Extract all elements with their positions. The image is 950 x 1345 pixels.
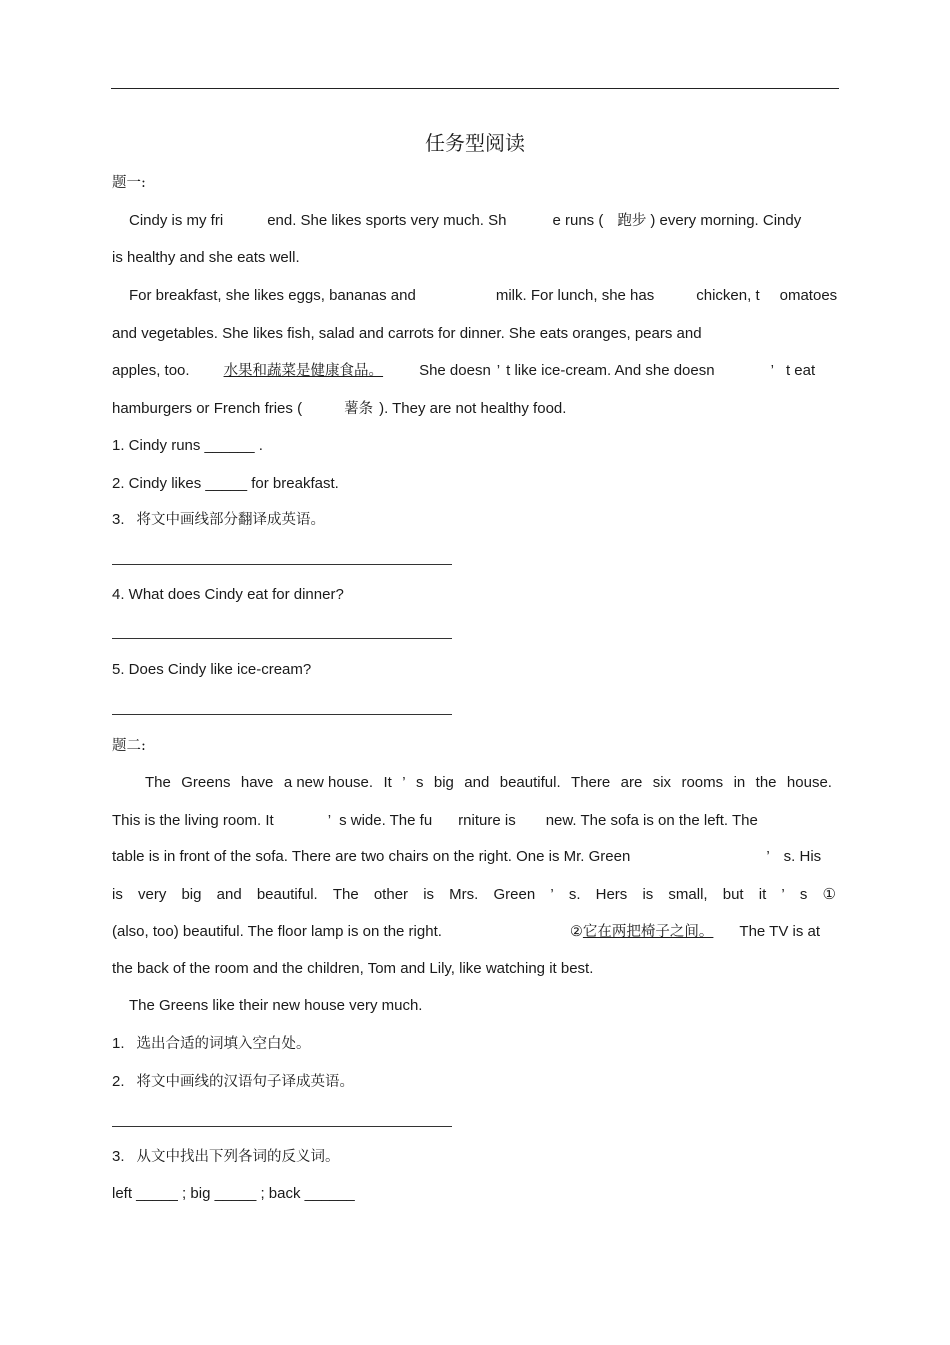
underlined-sentence-2: 它在两把椅子之间。: [582, 924, 714, 940]
header-rule: [111, 88, 839, 89]
s2-question-2: 2. 将文中画线的汉语句子译成英语。: [112, 1073, 355, 1090]
s2-paragraph-line-3: table is in front of the sofa. There are two chairs on the right. One is Mr. Green ’ s. His: [112, 848, 822, 865]
s1-question-5: 5. Does Cindy like ice-cream?: [112, 661, 312, 678]
s2-antonym-blanks: left _____ ; big _____ ; back ______: [112, 1185, 355, 1202]
s1-question-2: 2. Cindy likes _____ for breakfast.: [112, 475, 339, 492]
underlined-sentence-1: 水果和蔬菜是健康食品。: [223, 363, 384, 379]
s1-paragraph-line-1: Cindy is my fri end. She likes sports very much. Sh e runs ( 跑步 ) every morning. Cindy: [129, 212, 802, 229]
s1-paragraph-line-3: For breakfast, she likes eggs, bananas and milk. For lunch, she has chicken, t omatoes: [129, 287, 838, 304]
s1-paragraph-line-2: is healthy and she eats well.: [112, 249, 300, 266]
s2-question-3: 3. 从文中找出下列各词的反义词。: [112, 1148, 340, 1165]
s2-paragraph-line-4: is very big and beautiful. The other is Mrs. Green ’ s. Hers is small, but it ’ s ①: [112, 886, 836, 903]
s2-paragraph-line-5: (also, too) beautiful. The floor lamp is on the right. ②它在两把椅子之间。 The TV is at: [112, 923, 820, 940]
s2-question-1: 1. 选出合适的词填入空白处。: [112, 1035, 311, 1052]
s1-paragraph-line-6: hamburgers or French fries ( 薯条 ). They are not healthy food.: [112, 400, 567, 417]
s1-paragraph-line-4: and vegetables. She likes fish, salad and carrots for dinner. She eats oranges, pears and: [112, 325, 702, 342]
s1-question-4: 4. What does Cindy eat for dinner?: [112, 586, 344, 603]
s1-paragraph-line-5: apples, too. 水果和蔬菜是健康食品。 She doesn ’ t like ice-cream. And she doesn ’ t eat: [112, 362, 816, 379]
page-title: 任务型阅读: [425, 131, 525, 155]
section2-heading: 题二:: [112, 738, 146, 754]
answer-line[interactable]: [112, 564, 452, 565]
s1-question-3: 3. 将文中画线部分翻译成英语。: [112, 511, 326, 528]
answer-line[interactable]: [112, 714, 452, 715]
s2-paragraph-line-6: the back of the room and the children, Tom and Lily, like watching it best.: [112, 960, 594, 977]
answer-line[interactable]: [112, 638, 452, 639]
s1-question-1: 1. Cindy runs ______ .: [112, 437, 263, 454]
section1-heading: 题一:: [112, 175, 146, 191]
s2-paragraph-line-1: The Greens have a new house. It ’ s big and beautiful. There are six rooms in the house.: [145, 774, 832, 791]
s2-paragraph-line-7: The Greens like their new house very much.: [129, 997, 423, 1014]
s2-paragraph-line-2: This is the living room. It ’ s wide. The fu rniture is new. The sofa is on the left. The: [112, 812, 758, 829]
answer-line[interactable]: [112, 1126, 452, 1127]
